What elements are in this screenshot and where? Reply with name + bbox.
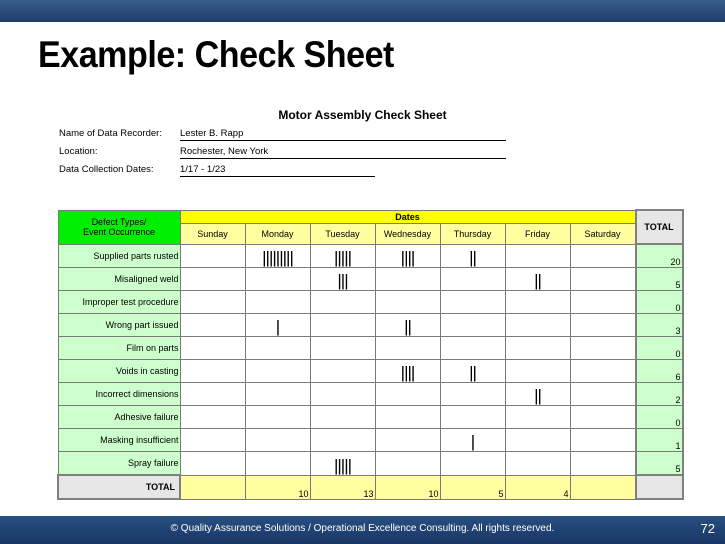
- tally-marks: ||: [534, 386, 541, 405]
- tally-cell: [440, 268, 505, 291]
- tally-cell: [310, 268, 375, 291]
- row-total: 1: [636, 429, 683, 452]
- tally-cell: [180, 360, 245, 383]
- day-header: Tuesday: [310, 223, 375, 244]
- field-label: Location:: [59, 146, 98, 157]
- table-row: [58, 406, 683, 429]
- day-header: Monday: [245, 223, 310, 244]
- tally-marks: ||||: [400, 363, 415, 382]
- tally-marks: |||||||||: [262, 248, 293, 267]
- row-total: 5: [636, 268, 683, 291]
- tally-cell: [570, 314, 636, 337]
- tally-cell: [310, 291, 375, 314]
- tally-marks: |||||: [333, 248, 352, 267]
- tally-marks: ||||: [400, 248, 415, 267]
- defect-type: Misaligned weld: [58, 268, 180, 291]
- row-total: 20: [636, 244, 683, 268]
- tally-cell: [310, 314, 375, 337]
- tally-cell: [375, 383, 440, 406]
- tally-cell: [440, 291, 505, 314]
- sheet-title: Motor Assembly Check Sheet: [278, 108, 447, 122]
- tally-cell: [570, 429, 636, 452]
- column-total: [570, 475, 636, 499]
- tally-cell: [570, 383, 636, 406]
- tally-cell: [505, 383, 570, 406]
- tally-marks: ||: [534, 271, 541, 290]
- defect-type: Film on parts: [58, 337, 180, 360]
- tally-cell: [180, 429, 245, 452]
- column-total: 10: [245, 475, 310, 499]
- table-row: [58, 337, 683, 360]
- tally-cell: [505, 337, 570, 360]
- check-sheet-table: [57, 209, 684, 500]
- tally-cell: [505, 452, 570, 476]
- column-total: 10: [375, 475, 440, 499]
- row-total: 0: [636, 291, 683, 314]
- tally-cell: [375, 406, 440, 429]
- tally-cell: [375, 291, 440, 314]
- tally-cell: [180, 314, 245, 337]
- tally-cell: [310, 360, 375, 383]
- tally-cell: [180, 452, 245, 476]
- row-total: 3: [636, 314, 683, 337]
- tally-cell: [570, 406, 636, 429]
- tally-cell: [310, 383, 375, 406]
- tally-cell: [180, 337, 245, 360]
- tally-cell: [310, 452, 375, 476]
- tally-cell: [245, 383, 310, 406]
- corner-header: [58, 210, 180, 244]
- tally-marks: ||: [469, 248, 476, 267]
- defect-type: Voids in casting: [58, 360, 180, 383]
- tally-cell: [570, 337, 636, 360]
- tally-cell: [570, 268, 636, 291]
- day-header: Friday: [505, 223, 570, 244]
- tally-cell: [505, 429, 570, 452]
- column-total: 13: [310, 475, 375, 499]
- field-label: Data Collection Dates:: [59, 164, 154, 175]
- tally-cell: [245, 244, 310, 268]
- slide-title: Example: Check Sheet: [38, 34, 394, 75]
- tally-cell: [245, 452, 310, 476]
- tally-cell: [570, 360, 636, 383]
- row-total: 5: [636, 452, 683, 476]
- tally-cell: [440, 360, 505, 383]
- day-header: Saturday: [570, 223, 636, 244]
- tally-marks: |: [275, 317, 280, 336]
- tally-marks: |||: [337, 271, 348, 290]
- defect-type: Incorrect dimensions: [58, 383, 180, 406]
- tally-cell: [440, 383, 505, 406]
- tally-cell: [180, 291, 245, 314]
- tally-cell: [375, 314, 440, 337]
- tally-cell: [505, 314, 570, 337]
- tally-cell: [505, 244, 570, 268]
- tally-cell: [245, 291, 310, 314]
- tally-cell: [440, 452, 505, 476]
- table-row: [58, 429, 683, 452]
- row-total: 0: [636, 337, 683, 360]
- table-row: [58, 268, 683, 291]
- tally-cell: [570, 452, 636, 476]
- tally-marks: ||: [404, 317, 411, 336]
- tally-cell: [375, 452, 440, 476]
- tally-cell: [180, 406, 245, 429]
- day-header: Sunday: [180, 223, 245, 244]
- tally-cell: [440, 244, 505, 268]
- row-total: 2: [636, 383, 683, 406]
- grand-total: [636, 475, 683, 499]
- tally-marks: |: [470, 432, 475, 451]
- tally-cell: [570, 291, 636, 314]
- tally-cell: [440, 406, 505, 429]
- tally-cell: [375, 337, 440, 360]
- tally-cell: [505, 360, 570, 383]
- tally-cell: [440, 314, 505, 337]
- defect-type: Supplied parts rusted: [58, 244, 180, 268]
- table-row: [58, 244, 683, 268]
- defect-type: Masking insufficient: [58, 429, 180, 452]
- corner-line2: Event Occurrence: [82, 227, 156, 237]
- tally-cell: [310, 244, 375, 268]
- copyright-text: © Quality Assurance Solutions / Operational Excellence Consulting. All rights reserved.: [170, 523, 555, 534]
- tally-cell: [245, 337, 310, 360]
- table-row: [58, 360, 683, 383]
- tally-cell: [310, 337, 375, 360]
- row-total: 0: [636, 406, 683, 429]
- defect-type: Adhesive failure: [58, 406, 180, 429]
- day-header: Thursday: [440, 223, 505, 244]
- tally-cell: [180, 244, 245, 268]
- tally-cell: [505, 268, 570, 291]
- tally-cell: [310, 406, 375, 429]
- total-row: [58, 475, 683, 499]
- tally-cell: [245, 406, 310, 429]
- tally-cell: [505, 406, 570, 429]
- table-row: [58, 452, 683, 476]
- tally-cell: [180, 268, 245, 291]
- row-total: 6: [636, 360, 683, 383]
- defect-type: Improper test procedure: [58, 291, 180, 314]
- column-total: 5: [440, 475, 505, 499]
- top-bar: [0, 0, 725, 22]
- tally-cell: [440, 337, 505, 360]
- tally-cell: [375, 244, 440, 268]
- field-label: Name of Data Recorder:: [59, 128, 162, 139]
- total-header: TOTAL: [636, 210, 683, 244]
- table-row: [58, 314, 683, 337]
- defect-type: Wrong part issued: [58, 314, 180, 337]
- tally-cell: [570, 244, 636, 268]
- dates-header: Dates: [180, 210, 636, 223]
- total-row-label: TOTAL: [58, 475, 180, 499]
- page-number: 72: [700, 521, 715, 536]
- column-total: 4: [505, 475, 570, 499]
- table-row: [58, 383, 683, 406]
- field-value: 1/17 - 1/23: [180, 164, 375, 177]
- field-value: Rochester, New York: [180, 146, 506, 159]
- tally-cell: [245, 314, 310, 337]
- tally-cell: [180, 383, 245, 406]
- tally-cell: [245, 268, 310, 291]
- field-value: Lester B. Rapp: [180, 128, 506, 141]
- table-row: [58, 291, 683, 314]
- tally-cell: [505, 291, 570, 314]
- corner-line1: Defect Types/: [91, 217, 147, 227]
- tally-cell: [440, 429, 505, 452]
- tally-marks: ||: [469, 363, 476, 382]
- tally-cell: [375, 429, 440, 452]
- footer-bar: [0, 516, 725, 544]
- tally-cell: [375, 360, 440, 383]
- column-total: [180, 475, 245, 499]
- tally-marks: |||||: [333, 455, 352, 475]
- tally-cell: [245, 429, 310, 452]
- day-header: Wednesday: [375, 223, 440, 244]
- defect-type: Spray failure: [58, 452, 180, 476]
- tally-cell: [375, 268, 440, 291]
- tally-cell: [310, 429, 375, 452]
- tally-cell: [245, 360, 310, 383]
